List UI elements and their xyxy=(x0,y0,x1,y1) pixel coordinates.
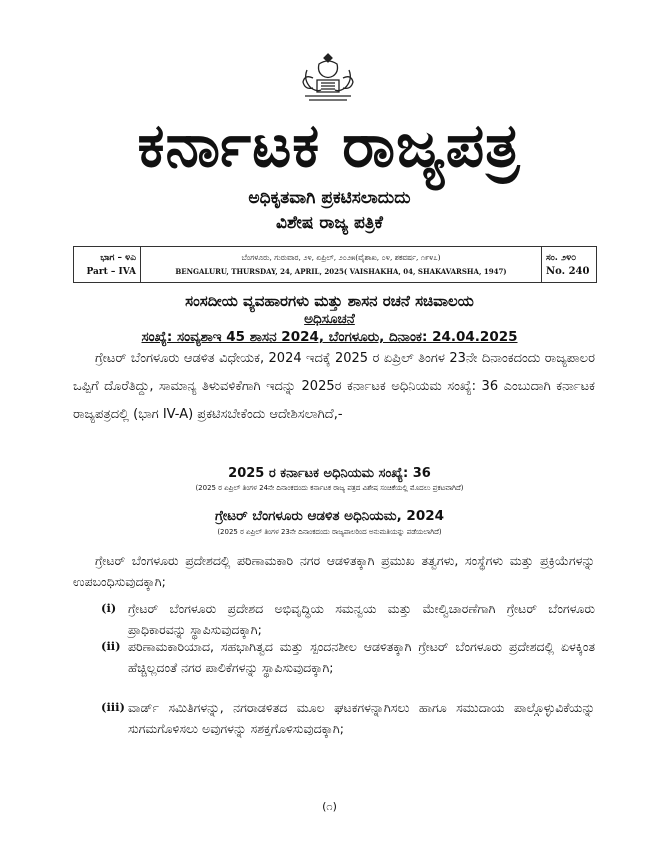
issue-number-cell xyxy=(541,247,596,282)
publication-note: (2025 ರ ಏಪ್ರಿಲ್ ತಿಂಗಳ 24ನೇ ದಿನಾಂಕದಂದು ಕರ್ನಾಟಕ ರಾಜ್ಯ ಪತ್ರದ ವಿಶೇಷ ಸಂಚಿಕೆಯಲ್ಲಿ ಮೊದಲು ಪ್ರಕಟವಾಗಿದೆ) xyxy=(195,484,464,492)
clause-text: ವಾರ್ಡ್ ಸಮಿತಿಗಳನ್ನು, ನಗರಾಡಳಿತದ ಮೂಲ ಘಟಕಗಳನ್ನಾಗಿಸಲು ಹಾಗೂ ಸಮುದಾಯ ಪಾಲ್ಗೊಳ್ಳುವಿಕೆಯನ್ನು ಸುಗಮಗೊಳಿಸಲು ಅವುಗಳನ್ನು ಸಶಕ್ತಗೊಳಿಸುವುದಕ್ಕಾಗಿ; xyxy=(128,700,595,736)
date-cell xyxy=(141,247,541,282)
act-preamble: ಗ್ರೇಟರ್ ಬೆಂಗಳೂರು ಪ್ರದೇಶದಲ್ಲಿ ಪರಿಣಾಮಕಾರಿ ನಗರ ಆಡಳಿತಕ್ಕಾಗಿ ಪ್ರಮುಖ ತತ್ವಗಳು, ಸಂಸ್ಥೆಗಳು ಮತ್ತು ಪ್ರಕ್ರಿಯೆಗಳನ್ನು ಉಪಬಂಧಿಸುವುದಕ್ಕಾಗಿ; xyxy=(73,553,595,589)
part-english: Part – IVA xyxy=(86,266,136,277)
act-number-heading: 2025 ರ ಕರ್ನಾಟಕ ಅಧಿನಿಯಮ ಸಂಖ್ಯೆ: 36 xyxy=(228,466,431,481)
issue-number-english: No. 240 xyxy=(546,265,590,277)
clause-iii xyxy=(73,697,595,739)
clause-number: (iii) xyxy=(101,700,125,714)
notification-reference: ಸಂಖ್ಯೆ: ಸಂವ್ಯಶಾಇ 45 ಶಾಸನ 2024, ಬೆಂಗಳೂರು, ದಿನಾಂಕ: 24.04.2025 xyxy=(141,329,518,345)
clause-number: (ii) xyxy=(101,639,121,653)
date-kannada: ಬೆಂಗಳೂರು, ಗುರುವಾರ, ೨೪, ಏಪ್ರಿಲ್, ೨೦೨೫(ವೈಶಾಖ, ೦೪, ಶಕವರ್ಷ, ೧೯೪೭) xyxy=(241,252,441,262)
clause-ii xyxy=(73,636,595,678)
secretariat-heading: ಸಂಸದೀಯ ವ್ಯವಹಾರಗಳು ಮತ್ತು ಶಾಸನ ರಚನೆ ಸಚಿವಾಲಯ xyxy=(185,292,474,310)
date-english: BENGALURU, THURSDAY, 24, APRIL, 2025( VAISHAKHA, 04, SHAKAVARSHA, 1947) xyxy=(175,266,507,276)
clause-text: ಗ್ರೇಟರ್ ಬೆಂಗಳೂರು ಪ್ರದೇಶದ ಅಭಿವೃದ್ಧಿಯ ಸಮನ್ವಯ ಮತ್ತು ಮೇಲ್ವಿಚಾರಣೆಗಾಗಿ ಗ್ರೇಟರ್ ಬೆಂಗಳೂರು ಪ್ರಾಧಿಕಾರವನ್ನು ಸ್ಥಾಪಿಸುವುದಕ್ಕಾಗಿ; xyxy=(128,601,595,637)
part-cell xyxy=(74,247,141,282)
masthead-subtitle-special: ವಿಶೇಷ ರಾಜ್ಯ ಪತ್ರಿಕೆ xyxy=(276,213,383,233)
publication-info-bar xyxy=(73,246,597,283)
gazette-masthead-title: ಕರ್ನಾಟಕ ರಾಜ್ಯಪತ್ರ xyxy=(137,111,521,181)
page-number: (೧) xyxy=(322,800,337,813)
state-emblem-icon xyxy=(293,50,363,106)
issue-number-kannada: ಸಂ. ೨೪೦ xyxy=(546,252,577,263)
clause-i xyxy=(73,598,595,640)
act-short-title: ಗ್ರೇಟರ್ ಬೆಂಗಳೂರು ಆಡಳಿತ ಅಧಿನಿಯಮ, 2024 xyxy=(215,508,444,524)
notification-body: ಗ್ರೇಟರ್ ಬೆಂಗಳೂರು ಆಡಳಿತ ವಿಧೇಯಕ, 2024 ಇದಕ್ಕೆ 2025 ರ ಏಪ್ರಿಲ್ ತಿಂಗಳ 23ನೇ ದಿನಾಂಕದಂದು ರಾಜ್ಯಪಾಲರ ಒಪ್ಪಿಗೆ ದೊರೆತಿದ್ದು, ಸಾಮಾನ್ಯ ತಿಳುವಳಿಕೆಗಾಗಿ ಇದನ್ನು 2025ರ ಕರ್ನಾಟಕ ಅಧಿನಿಯಮ ಸಂಖ್ಯೆ: 36 ಎಂಬುದಾಗಿ ಕರ್ನಾಟಕ ರಾಜ್ಯಪತ್ರದಲ್ಲಿ (ಭಾಗ IV-A) ಪ್ರಕಟಿಸಬೇಕೆಂದು ಆದೇಶಿಸಲಾಗಿದೆ,- xyxy=(73,351,595,422)
notification-heading: ಅಧಿಸೂಚನೆ xyxy=(304,311,355,327)
clause-number: (i) xyxy=(101,601,117,615)
part-kannada: ಭಾಗ – ೪ಎ xyxy=(100,252,136,263)
clause-text: ಪರಿಣಾಮಕಾರಿಯಾದ, ಸಹಭಾಗಿತ್ವದ ಮತ್ತು ಸ್ಪಂದನಶೀಲ ಆಡಳಿತಕ್ಕಾಗಿ ಗ್ರೇಟರ್ ಬೆಂಗಳೂರು ಪ್ರದೇಶದಲ್ಲಿ ಏಳಕ್ಕಿಂತ ಹೆಚ್ಚಿಲ್ಲದಂತೆ ನಗರ ಪಾಲಿಕೆಗಳನ್ನು ಸ್ಥಾಪಿಸುವುದಕ್ಕಾಗಿ; xyxy=(128,639,595,675)
assent-note: (2025 ರ ಏಪ್ರಿಲ್ ತಿಂಗಳ 23ನೇ ದಿನಾಂಕದಂದು ರಾಜ್ಯಪಾಲರಿಂದ ಅನುಮತಿಯನ್ನು ಪಡೆಯಲಾಗಿದೆ) xyxy=(217,528,442,536)
masthead-subtitle-official: ಅಧಿಕೃತವಾಗಿ ಪ್ರಕಟಿಸಲಾದುದು xyxy=(248,188,411,208)
